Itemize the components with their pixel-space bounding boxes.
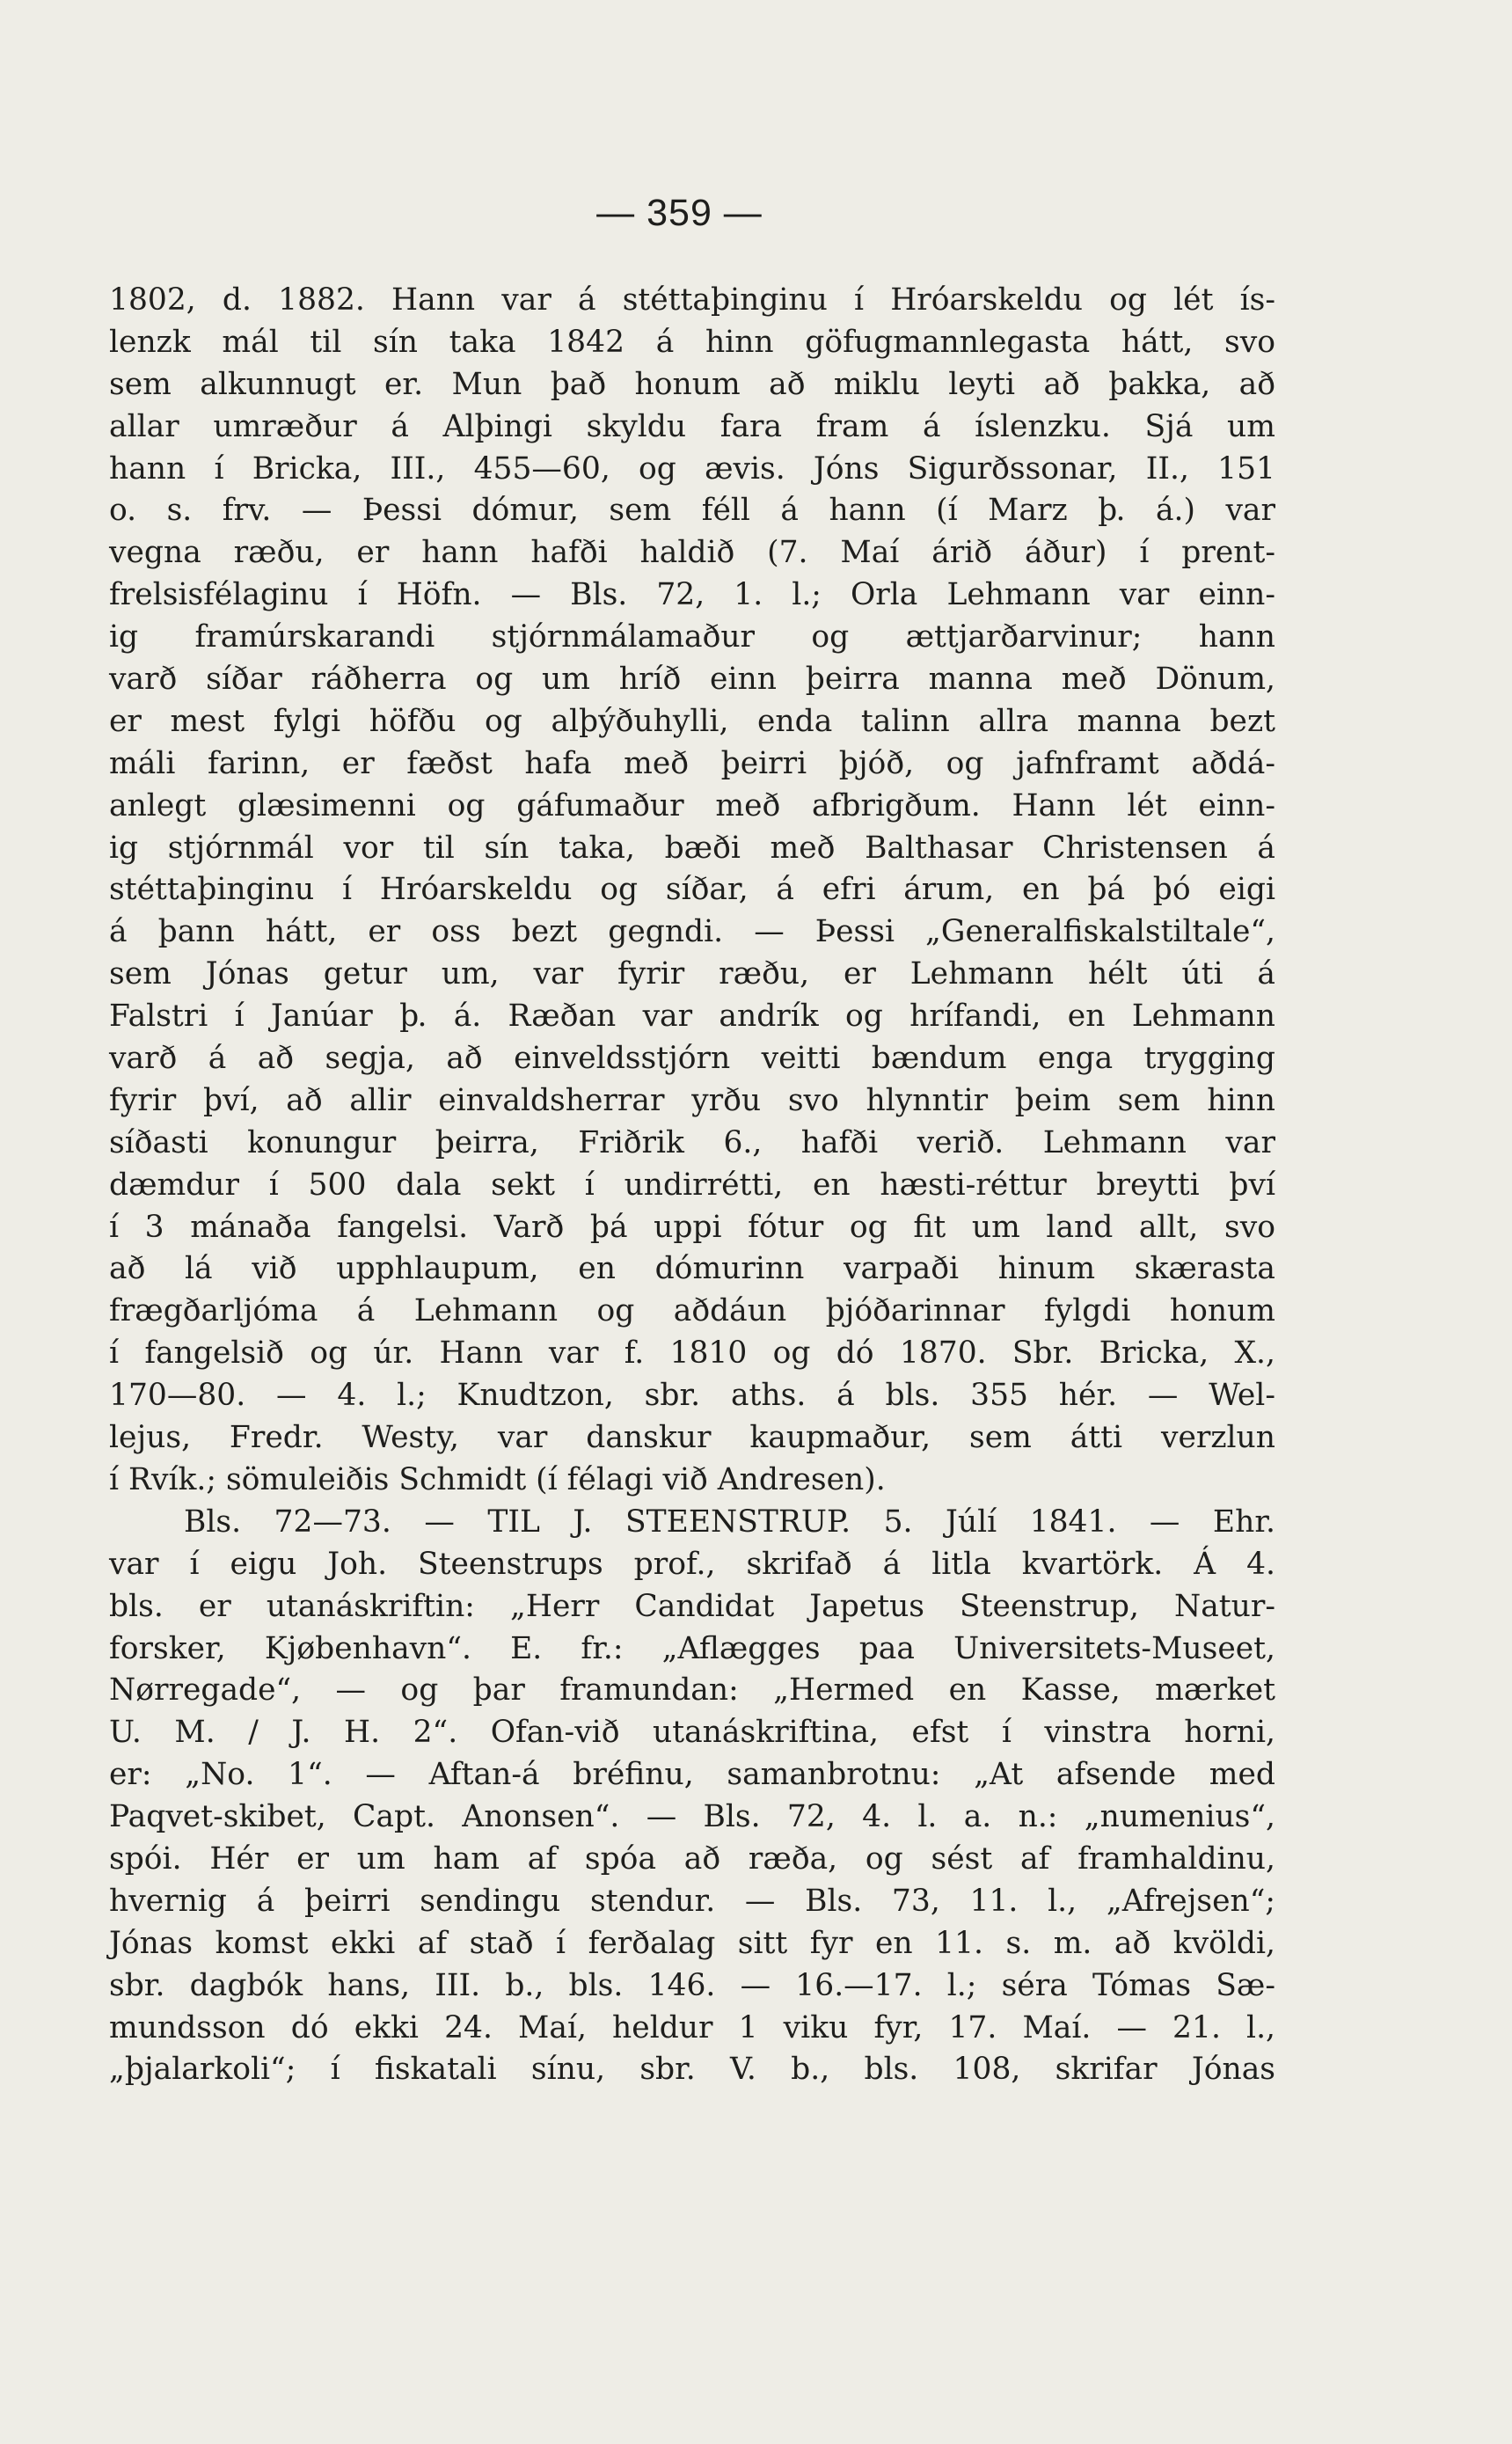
text-line: stéttaþinginu í Hróarskeldu og síðar, á efri árum, en þá þó eigi — [109, 872, 1275, 908]
text-line: er mest fylgi höfðu og alþýðuhylli, enda talinn allra manna bezt — [109, 703, 1275, 739]
text-line: lenzk mál til sín taka 1842 á hinn göfugmannlegasta hátt, svo — [109, 324, 1275, 360]
text-line: varð á að segja, að einveldsstjórn veitti bændum enga trygging — [109, 1041, 1275, 1077]
text-line: Falstri í Janúar þ. á. Ræðan var andrík og hrífandi, en Lehmann — [109, 999, 1275, 1035]
text-line: spói. Hér er um ham af spóa að ræða, og sést af framhaldinu, — [109, 1840, 1275, 1877]
text-line: 170—80. — 4. l.; Knudtzon, sbr. aths. á bls. 355 hér. — Wel- — [109, 1378, 1275, 1414]
text-line: fyrir því, að allir einvaldsherrar yrðu svo hlynntir þeim sem hinn — [109, 1082, 1275, 1118]
text-line: sem Jónas getur um, var fyrir ræðu, er Lehmann hélt úti á — [109, 956, 1275, 992]
text-line: frelsisfélaginu í Höfn. — Bls. 72, 1. l.; Orla Lehmann var einn- — [109, 577, 1275, 613]
text-line: hann í Bricka, III., 455—60, og ævis. Jóns Sigurðssonar, II., 151 — [109, 450, 1275, 487]
text-line: forsker, Kjøbenhavn“. E. fr.: „Aflægges paa Universitets-Museet, — [109, 1630, 1275, 1666]
text-line: í fangelsið og úr. Hann var f. 1810 og dó 1870. Sbr. Bricka, X., — [109, 1335, 1275, 1372]
text-line: í 3 mánaða fangelsi. Varð þá uppi fótur og fit um land allt, svo — [109, 1209, 1275, 1245]
text-line: vegna ræðu, er hann hafði haldið (7. Maí árið áður) í prent- — [109, 535, 1275, 571]
text-line: máli farinn, er fæðst hafa með þeirri þjóð, og jafnframt aðdá- — [109, 745, 1275, 781]
text-line: Bls. 72—73. — TIL J. STEENSTRUP. 5. Júlí 1841. — Ehr. — [184, 1504, 1275, 1540]
text-line: o. s. frv. — Þessi dómur, sem féll á hann (í Marz þ. á.) var — [109, 493, 1275, 529]
text-line: lejus, Fredr. Westy, var danskur kaupmaður, sem átti verzlun — [109, 1420, 1275, 1456]
text-line: U. M. / J. H. 2“. Ofan-við utanáskriftina, efst í vinstra horni, — [109, 1715, 1275, 1751]
text-line: er: „No. 1“. — Aftan-á bréfinu, samanbrotnu: „At afsende med — [109, 1757, 1275, 1793]
text-line: anlegt glæsimenni og gáfumaður með afbrigðum. Hann lét einn- — [109, 787, 1275, 823]
text-line: hvernig á þeirri sendingu stendur. — Bls. 73, 11. l., „Afrejsen“; — [109, 1883, 1275, 1919]
text-line: Jónas komst ekki af stað í ferðalag sitt fyr en 11. s. m. að kvöldi, — [109, 1925, 1275, 1961]
text-line: Nørregade“, — og þar framundan: „Hermed en Kasse, mærket — [109, 1672, 1275, 1709]
body-text — [109, 280, 1275, 2091]
text-line: sbr. dagbók hans, III. b., bls. 146. — 16.—17. l.; séra Tómas Sæ- — [109, 1967, 1275, 2003]
page-number: — 359 — — [596, 192, 763, 234]
text-line: síðasti konungur þeirra, Friðrik 6., hafði verið. Lehmann var — [109, 1124, 1275, 1160]
text-line: sem alkunnugt er. Mun það honum að miklu leyti að þakka, að — [109, 366, 1275, 402]
text-line: var í eigu Joh. Steenstrups prof., skrifað á litla kvartörk. Á 4. — [109, 1546, 1275, 1582]
text-line: 1802, d. 1882. Hann var á stéttaþinginu í Hróarskeldu og lét ís- — [109, 282, 1275, 318]
text-line: Paqvet-skibet, Capt. Anonsen“. — Bls. 72, 4. l. a. n.: „numenius“, — [109, 1799, 1275, 1835]
text-line: í Rvík.; sömuleiðis Schmidt (í félagi við Andresen). — [109, 1461, 886, 1497]
text-line: ig stjórnmál vor til sín taka, bæði með Balthasar Christensen á — [109, 830, 1275, 866]
text-line: á þann hátt, er oss bezt gegndi. — Þessi „Generalfiskalstiltale“, — [109, 914, 1275, 950]
text-line: bls. er utanáskriftin: „Herr Candidat Japetus Steenstrup, Natur- — [109, 1588, 1275, 1624]
text-line: mundsson dó ekki 24. Maí, heldur 1 viku fyr, 17. Maí. — 21. l., — [109, 2009, 1275, 2045]
text-line: að lá við upphlaupum, en dómurinn varpaði hinum skærasta — [109, 1251, 1275, 1287]
text-line: ig framúrskarandi stjórnmálamaður og ættjarðarvinur; hann — [109, 619, 1275, 655]
text-line: varð síðar ráðherra og um hríð einn þeirra manna með Dönum, — [109, 662, 1275, 698]
text-line: frægðarljóma á Lehmann og aðdáun þjóðarinnar fylgdi honum — [109, 1293, 1275, 1329]
text-line: allar umræður á Alþingi skyldu fara fram á íslenzku. Sjá um — [109, 408, 1275, 444]
text-line: dæmdur í 500 dala sekt í undirrétti, en hæsti-réttur breytti því — [109, 1167, 1275, 1203]
text-line: „þjalarkoli“; í fiskatali sínu, sbr. V. b., bls. 108, skrifar Jónas — [109, 2052, 1275, 2088]
